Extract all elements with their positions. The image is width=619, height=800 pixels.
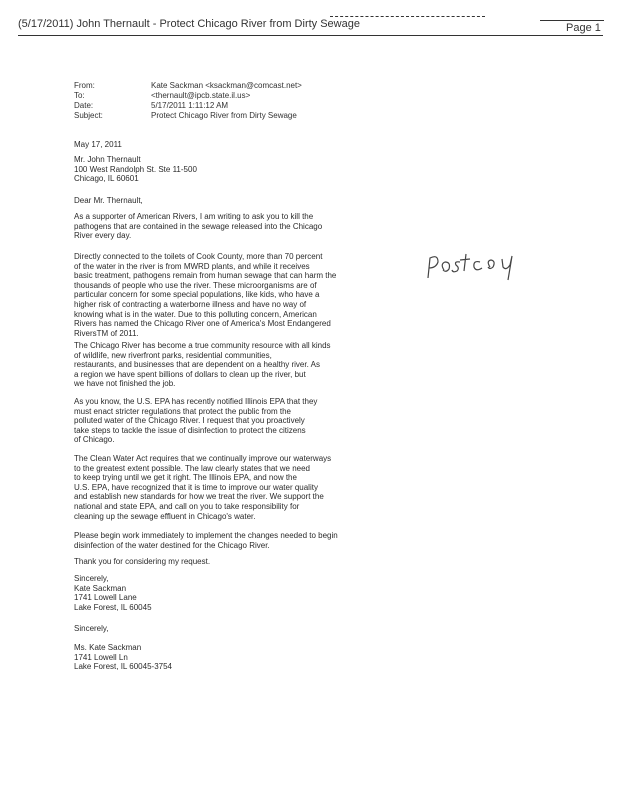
signature-line: Kate Sackman	[74, 583, 127, 593]
paragraph-line: Thank you for considering my request.	[74, 557, 211, 566]
paragraph-line: and establish new standards for how we treat the river. We support the	[74, 492, 324, 502]
paragraph-line: U.S. EPA, have recognized that it is time to improve our water quality	[74, 482, 318, 492]
paragraph-1	[74, 212, 404, 241]
header-top-mark	[330, 16, 485, 17]
paragraph-line: polluted water of the Chicago River. I request that you proactively	[74, 416, 305, 426]
recipient-line: Chicago, IL 60601	[74, 174, 139, 184]
signature-line: Lake Forest, IL 60045	[74, 602, 152, 612]
recipient-line: 100 West Randolph St. Ste 11-500	[74, 164, 197, 174]
document-header-title: (5/17/2011) John Thernault - Protect Chicago River from Dirty Sewage	[18, 18, 360, 30]
paragraph-line: to keep trying until we get it right. The Illinois EPA, and now the	[74, 473, 297, 483]
paragraph-line: Rivers has named the Chicago River one of America's Most Endangered	[74, 319, 331, 329]
signature-block-1	[74, 574, 152, 612]
header-rule	[18, 35, 603, 36]
letter-date: May 17, 2011	[74, 140, 122, 149]
paragraph-line: knowing what is in the water. Due to this polluting concern, American	[74, 309, 317, 319]
paragraph-line: particular concern for some special populations, like kids, who have a	[74, 290, 320, 300]
paragraph-line: national and state EPA, and call on you to take responsibility for	[74, 501, 300, 511]
paragraph-3	[74, 341, 404, 389]
to-label: To:	[74, 91, 85, 100]
signature-line: Ms. Kate Sackman	[74, 643, 142, 652]
paragraph-6	[74, 531, 404, 550]
paragraph-line: As a supporter of American Rivers, I am writing to ask you to kill the	[74, 212, 314, 221]
paragraph-line: of Chicago.	[74, 435, 115, 445]
paragraph-line: restaurants, and businesses that are dependent on a healthy river. As	[74, 360, 320, 370]
from-label: From:	[74, 81, 95, 90]
signature-line: 1741 Lowell Ln	[74, 652, 128, 662]
paragraph-line: cleaning up the sewage effluent in Chicago's water.	[74, 511, 256, 521]
paragraph-2	[74, 252, 404, 338]
paragraph-4	[74, 397, 404, 445]
signature-line: 1741 Lowell Lane	[74, 593, 137, 603]
paragraph-7	[74, 557, 404, 567]
paragraph-line: higher risk of contracting a waterborne illness and have no way of	[74, 299, 307, 309]
paragraph-line: must enact stricter regulations that protect the public from the	[74, 406, 291, 416]
page-number: Page 1	[566, 22, 601, 34]
date-value: 5/17/2011 1:11:12 AM	[151, 101, 229, 110]
paragraph-line: we have not finished the job.	[74, 379, 176, 389]
paragraph-line: As you know, the U.S. EPA has recently notified Illinois EPA that they	[74, 397, 318, 406]
subject-label: Subject:	[74, 111, 103, 120]
paragraph-line: Directly connected to the toilets of Cook County, more than 70 percent	[74, 252, 323, 261]
paragraph-line: thousands of people who use the river. These microorganisms are of	[74, 280, 317, 290]
paragraph-line: basic treatment, pathogens remain from human sewage that can harm the	[74, 271, 337, 281]
paragraph-line: of the water in the river is from MWRD plants, and while it receives	[74, 261, 310, 271]
paragraph-line: disinfection of the water destined for the Chicago River.	[74, 540, 270, 550]
signature-block-2	[74, 643, 172, 672]
handwritten-postcard-mark	[420, 240, 530, 290]
recipient-line: Mr. John Thernault	[74, 155, 141, 164]
paragraph-line: to the greatest extent possible. The law clearly states that we need	[74, 463, 310, 473]
to-value: <thernault@ipcb.state.il.us>	[151, 91, 251, 100]
signature-line: Sincerely,	[74, 574, 109, 583]
recipient-address	[74, 155, 197, 184]
page-box-top	[540, 20, 604, 21]
paragraph-line: a region we have spent billions of dollars to clean up the river, but	[74, 369, 306, 379]
from-value: Kate Sackman <ksackman@comcast.net>	[151, 81, 302, 90]
paragraph-line: Please begin work immediately to implement the changes needed to begin	[74, 531, 338, 540]
closing-sincerely: Sincerely,	[74, 624, 109, 633]
subject-value: Protect Chicago River from Dirty Sewage	[151, 111, 297, 120]
signature-line: Lake Forest, IL 60045-3754	[74, 662, 172, 672]
paragraph-line: River every day.	[74, 231, 132, 241]
paragraph-line: The Clean Water Act requires that we continually improve our waterways	[74, 454, 332, 463]
paragraph-line: take steps to tackle the issue of disinfection to protect the citizens	[74, 425, 306, 435]
salutation: Dear Mr. Thernault,	[74, 196, 143, 205]
paragraph-5	[74, 454, 404, 521]
date-label: Date:	[74, 101, 94, 110]
paragraph-line: of wildlife, new riverfront parks, residential communities,	[74, 350, 272, 360]
paragraph-line: pathogens that are contained in the sewage released into the Chicago	[74, 221, 323, 231]
paragraph-line: The Chicago River has become a true community resource with all kinds	[74, 341, 331, 350]
paragraph-line: RiversTM of 2011.	[74, 328, 139, 338]
